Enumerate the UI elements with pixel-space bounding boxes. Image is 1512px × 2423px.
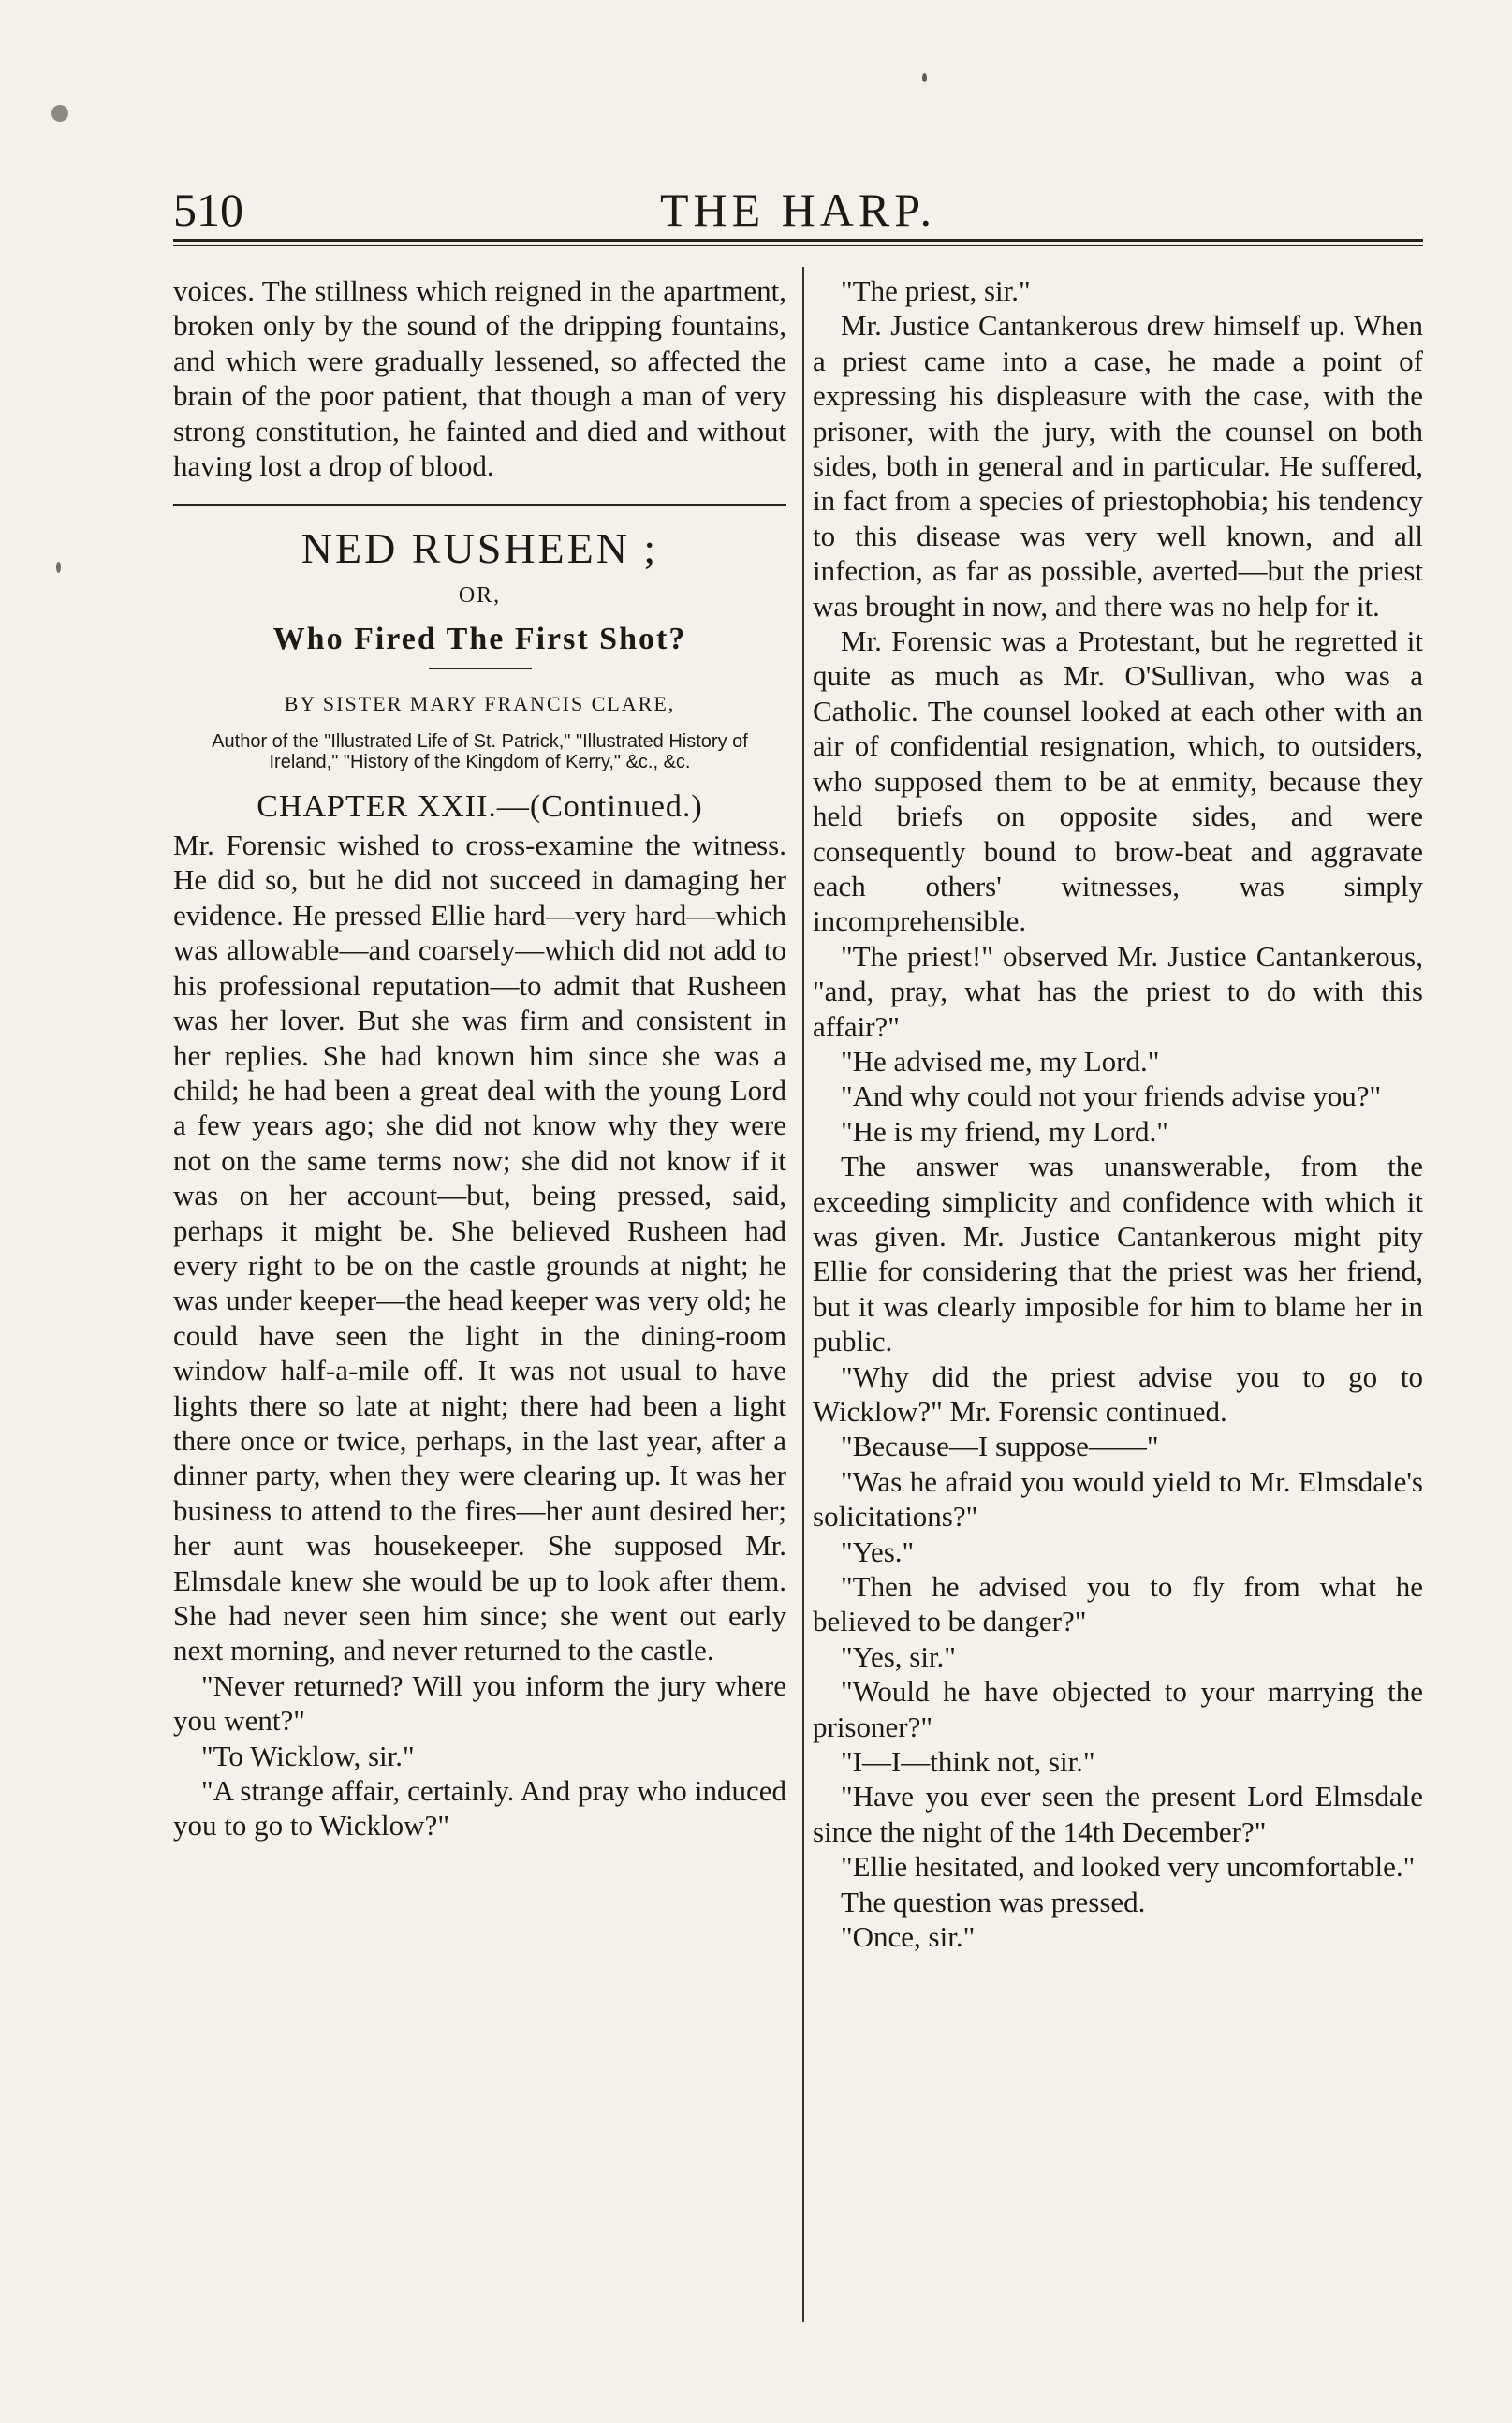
byline: BY SISTER MARY FRANCIS CLARE, [284,692,676,716]
intro-paragraph: voices. The stillness which reigned in the apartment, broken only by the sound of the dripping fountains, and which were gradually lessened, so affected the brain of the poor patient, that though a man of very strong constitution, he fainted and died and without having lost a drop of blood. [173,274,786,483]
paper-speck [922,73,927,82]
paragraph: The answer was unanswerable, from the exceeding simplicity and confidence with which it was given. Mr. Justice Cantankerous might pity Ellie for considering that the priest was her friend, but it was clearly imposible for him to blame her in public. [813,1150,1423,1358]
paragraph: "Why did the priest advise you to go to Wicklow?" Mr. Forensic continued. [813,1359,1423,1428]
page-number: 510 [173,184,243,236]
paragraph: "And why could not your friends advise you?" [841,1079,1382,1113]
paragraph: "Ellie hesitated, and looked very uncomfortable." [841,1850,1416,1884]
author-credits: Author of the "Illustrated Life of St. Patrick," "Illustrated History of Ireland," "History of the Kingdom of Kerry," &c., &c. [212,730,748,772]
paragraph: "The priest!" observed Mr. Justice Cantankerous, "and, pray, what has the priest to do with this affair?" [813,939,1423,1043]
paragraph: "Never returned? Will you inform the jury where you went?" [173,1668,786,1738]
header-rule-thin [173,245,1423,246]
paragraph: "Would he have objected to your marrying the prisoner?" [813,1675,1423,1743]
paragraph: "Yes." [841,1535,915,1568]
paragraph: "Was he afraid you would yield to Mr. Elmsdale's solicitations?" [813,1464,1423,1534]
paragraph: "A strange affair, certainly. And pray who induced you to go to Wicklow?" [173,1774,786,1843]
paragraph: "To Wicklow, sir." [201,1739,415,1772]
paragraph: Mr. Forensic was a Protestant, but he regretted it quite as much as Mr. O'Sullivan, who was a Catholic. The counsel looked at each other with an air of confidential resignation, which, to outsiders, who supposed them to be at enmity, because they held briefs on opposite sides, and were consequently bound to brow-beat and aggravate each others' witnesses, was simply incomprehensible. [813,624,1423,938]
paper-speck [56,562,61,573]
paragraph: "Then he advised you to fly from what he believed to be danger?" [813,1570,1423,1638]
paragraph: "Yes, sir." [841,1639,956,1673]
chapter-heading: CHAPTER XXII.—(Continued.) [257,788,703,824]
section-rule [173,504,786,506]
paragraph: "The priest, sir." [841,274,1031,307]
running-title: THE HARP. [659,184,937,236]
right-column [813,273,1423,1955]
paragraph: "I—I—think not, sir." [841,1745,1095,1779]
paragraph: Mr. Justice Cantankerous drew himself up. When a priest came into a case, he made a point of expressing his displeasure with the case, with the prisoner, with the jury, with the counsel on both sides, both in general and in particular. He suffered, in fact from a species of priestophobia; his tendency to this disease was very well known, and all infection, as far as possible, averted—but the priest was brought in now, and there was no help for it. [813,309,1423,623]
header-rule [173,239,1423,242]
short-rule [429,668,532,669]
column-divider [802,267,804,2322]
paragraph: "He advised me, my Lord." [841,1044,1160,1078]
paragraph: "He is my friend, my Lord." [841,1114,1168,1148]
story-subtitle: Who Fired The First Shot? [272,621,687,656]
left-column [173,273,786,1843]
paragraph: The question was pressed. [841,1885,1146,1918]
paragraph: "Have you ever seen the present Lord Elmsdale since the night of the 14th December?" [813,1780,1423,1848]
paper-speck [51,105,68,122]
or-text: OR, [458,583,502,609]
paragraph: Mr. Forensic wished to cross-examine the witness. He did so, but he did not succeed in damaging her evidence. He pressed Ellie hard—very hard—which was allowable—and coarsely—which did not add to his professional reputation—to admit that Rusheen was her lover. But she was firm and consistent in her replies. She had known him since she was a child; he had been a great deal with the young Lord a few years ago; she did not know why they were not on the same terms now; she did not know if it was on her account—but, being pressed, said, perhaps it might be. She believed Rusheen had every right to be on the castle grounds at night; he was under keeper—the head keeper was very old; he could have seen the light in the dining-room window half-a-mile off. It was not usual to have lights there so late at night; there had been a light there once or twice, perhaps, in the last year, after a dinner party, when they were clearing up. It was her business to attend to the fires—her aunt desired her; her aunt was housekeeper. She supposed Mr. Elmsdale knew she would be up to look after them. She had never seen him since; she went out early next morning, and never returned to the castle. [173,829,786,1667]
story-title: NED RUSHEEN ; [301,524,659,573]
paragraph: "Once, sir." [841,1920,976,1954]
paragraph: "Because—I suppose——" [841,1430,1159,1463]
